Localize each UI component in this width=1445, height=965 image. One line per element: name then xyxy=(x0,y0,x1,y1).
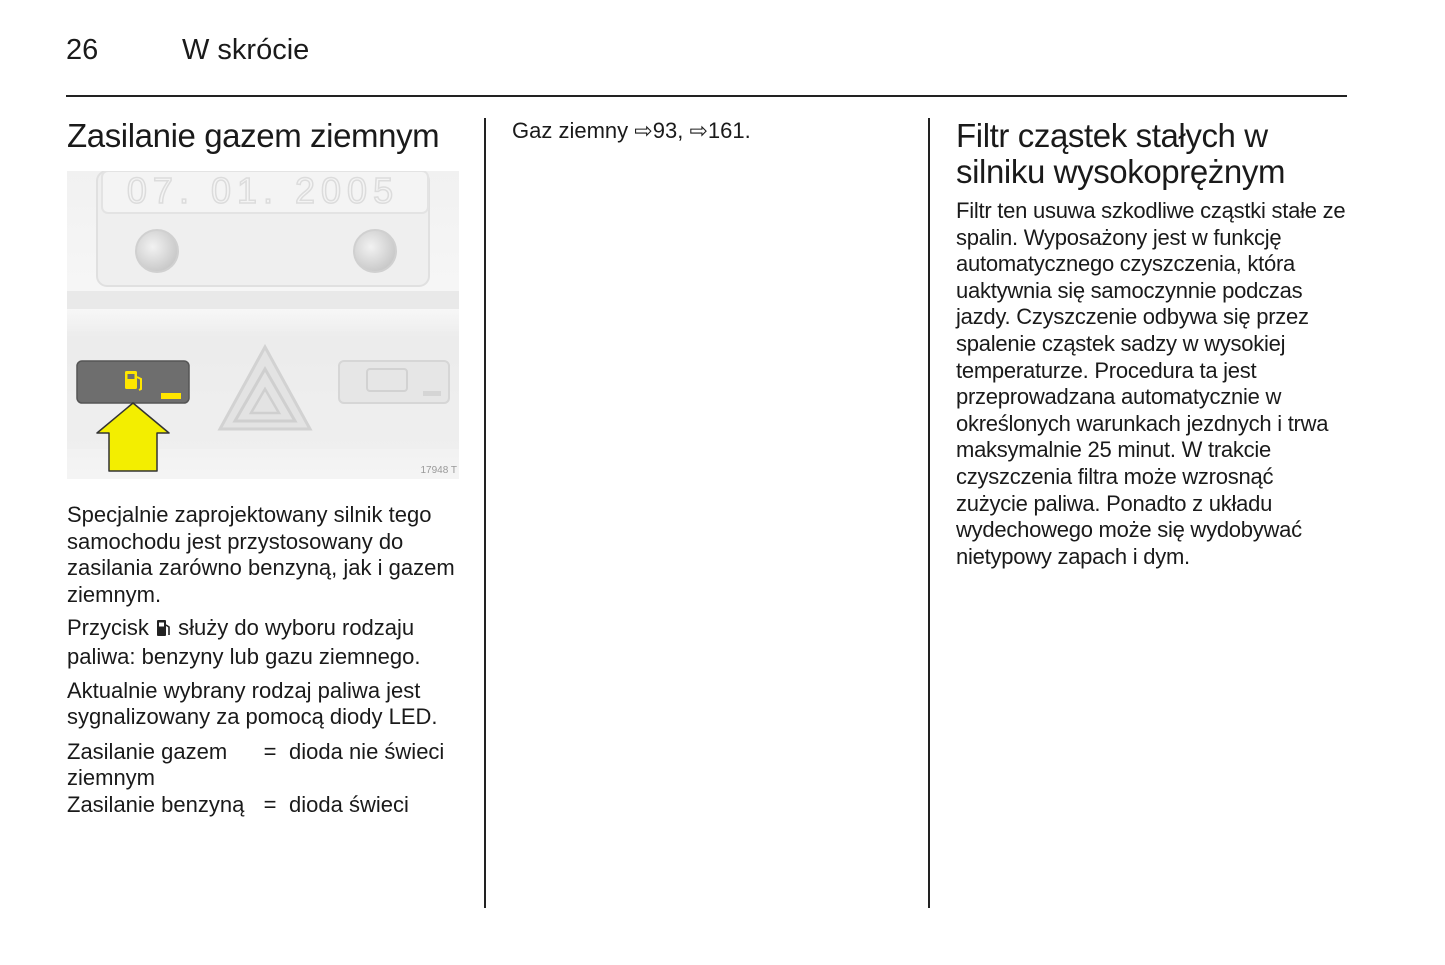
clock-display-text: 07. 01. 2005 xyxy=(126,171,400,211)
section-reference xyxy=(512,118,908,145)
table-row: Zasilanie benzyną = dioda świeci xyxy=(67,791,409,817)
page-link-93[interactable]: 93, xyxy=(652,118,684,143)
header-rule xyxy=(66,95,1347,97)
cross-reference: Gaz ziemny ⇨93, ⇨161. xyxy=(512,118,751,143)
led-status-table xyxy=(67,739,444,819)
page-reference-arrow-icon: ⇨ xyxy=(634,118,653,143)
figure-code: 17948 T xyxy=(420,465,457,476)
section-particulate-filter xyxy=(956,118,1356,570)
column-divider-2 xyxy=(928,118,930,908)
left-knob xyxy=(136,230,178,272)
page-number: 26 xyxy=(66,34,99,66)
right-knob xyxy=(354,230,396,272)
fuel-pump-icon xyxy=(157,617,170,644)
paragraph-filter: Filtr ten usuwa szkodliwe cząstki stałe ze spalin. Wyposażony jest w funkcję automatycznego czyszczenia, która uaktywnia się samoczynnie podczas jazdy. Czyszczenie odbywa się przez spalenie cząstek sadzy w wysokiej temperaturze. Procedura ta jest przeprowadzana automatycznie w określonych warunkach jezdnych i trwa maksymalnie 25 minut. W trakcie czyszczenia filtra może wzrosnąć zużycie paliwa. Ponadto z układu wydechowego może się wydobywać nietypowy zapach i dym. xyxy=(956,198,1346,569)
page-link-161[interactable]: 161. xyxy=(707,118,751,143)
paragraph-engine: Specjalnie zaprojektowany silnik tego samochodu jest przystosowany do zasilania zarówno benzyną, jak i gazem ziemnym. xyxy=(67,502,455,607)
running-head: W skrócie xyxy=(182,34,310,66)
table-row: Zasilanie gazem ziemnym = dioda nie świeci xyxy=(67,738,445,791)
paragraph-button: Przycisk służy do wyboru rodzaju paliwa: benzyny lub gazu ziemnego. xyxy=(67,615,421,669)
page-reference-arrow-icon: ⇨ xyxy=(689,118,708,143)
section-title-particulate-filter: Filtr cząstek stałych w silniku wysokoprężnym xyxy=(956,117,1286,190)
section-title-natural-gas: Zasilanie gazem ziemnym xyxy=(67,117,440,154)
fuel-selector-illustration xyxy=(67,171,459,479)
right-switch xyxy=(339,361,449,403)
paragraph-led: Aktualnie wybrany rodzaj paliwa jest sygnalizowany za pomocą diody LED. xyxy=(67,677,438,730)
fuel-led xyxy=(161,393,181,399)
column-divider-1 xyxy=(484,118,486,908)
section-natural-gas xyxy=(67,118,463,819)
